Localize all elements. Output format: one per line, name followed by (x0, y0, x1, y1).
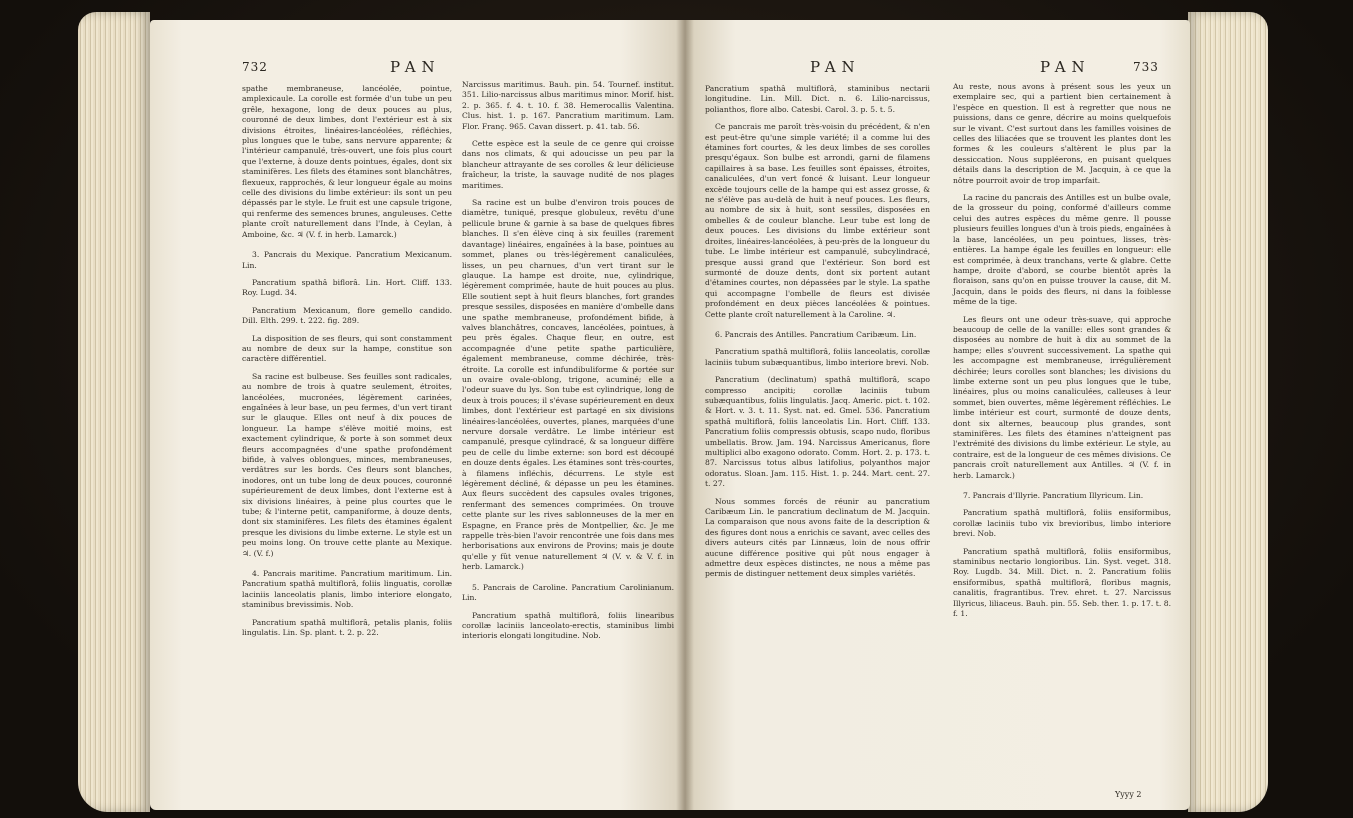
species-heading: 3. Pancrais du Mexique. Pancratium Mexicanum. Lin. (242, 250, 452, 270)
running-head: PAN (810, 58, 861, 76)
synonym: Pancratium spathâ multiflorâ, foliis ensiformibus, corollæ laciniis tubo vix brevioribus, limbo interiore brevi. Nob. (953, 508, 1171, 539)
page-number: 733 (1133, 60, 1159, 74)
running-head: PAN (390, 58, 441, 76)
synonym: Pancratium spathâ multiflorâ, foliis lanceolatis, corollæ laciniis tubum subæquantibus, limbo interiore brevi. Nob. (705, 347, 930, 367)
synonym: Pancratium spathâ biflorâ. Lin. Hort. Cliff. 133. Roy. Lugd. 34. (242, 277, 452, 298)
book-gutter (676, 20, 694, 810)
page-number: 732 (242, 60, 268, 74)
left-page (150, 20, 685, 810)
paragraph: La disposition de ses fleurs, qui sont constamment au nombre de deux sur la hampe, constitue son caractère différentiel. (242, 333, 452, 364)
paragraph: Cette espèce est la seule de ce genre qui croisse dans nos climats, & qui adoucisse un peu par la blancheur attrayante de ses corolles & leur délicieuse fraîcheur, la triste, la sauvage nudité de nos plages maritimes. (462, 139, 674, 190)
paragraph: Au reste, nous avons à présent sous les yeux un exemplaire sec, qui a partient bien certainement à l'espèce en question. Il est à regretter que nous ne puissions, dans ce genre, décrire au moins quelquefois sur le vivant. C'est surtout dans les familles voisines de celles des liliacées que se trouvent les plantes dont les formes & les couleurs s'altèrent le plus par la dessiccation. Nous suppléerons, en puisant quelques détails dans la description de M. Jacquin, à ce que la nôtre pourroit avoir de trop imparfait. (953, 82, 1171, 185)
species-heading: 6. Pancrais des Antilles. Pancratium Caribæum. Lin. (715, 329, 917, 339)
catchword: Yyyy 2 (1115, 790, 1142, 799)
paragraph: Les fleurs ont une odeur très-suave, qui approche beaucoup de celle de la vanille: elles sont grandes & disposées au nombre de huit à dix au sommet de la hampe; elles s'ouvrent successivement. La spathe qui les accompagne est membraneuse, irrégulièrement déchirée; leurs corolles sont blanches; les divisions du limbe externe sont un peu plus longues que le tube, linéaires, plus ou moins canaliculées, calleuses à leur sommet, bien ouvertes, même légèrement réfléchies. Le limbe intérieur est court, surmonté de douze dents, dont six alternes, beaucoup plus grandes, sont staminifères. Les filets des étamines n'atteignent pas l'extrémité des divisions du limbe extérieur. Le style, au contraire, est de la longueur de ces mêmes divisions. Ce pancrais croît naturellement aux Antilles. ♃ (V. f. in herb. Lamarck.) (953, 314, 1171, 480)
right-page-edges (1188, 12, 1268, 812)
left-column-1 (242, 84, 452, 646)
right-column-2 (953, 82, 1171, 627)
paragraph: spathe membraneuse, lancéolée, pointue, amplexicaule. La corolle est formée d'un tube un peu grêle, hexagone, long de deux pouces au plus, couronné de deux limbes, dont l'extérieur est à six divisions étroites, linéaires-lancéolées, réfléchies, plus longues que le tube, sans nervure apparente; & l'intérieur campanulé, très-ouvert, une fois plus court que l'externe, à douze dents pointues, égales, dont six staminifères. Les filets des étamines sont blanchâtres, flexueux, rapprochés, & leur longueur égale au moins celle des divisions du limbe extérieur: ils sont un peu dépassés par le style. Le fruit est une capsule trigone, qui renferme des semences brunes, anguleuses. Cette plante croît naturellement dans l'Inde, à Ceylan, à Amboine, &c. ♃ (V. f. in herb. Lamarck.) (242, 84, 452, 239)
right-column-1 (705, 84, 930, 587)
synonym: Narcissus maritimus. Bauh. pin. 54. Tournef. institut. 351. Lilio-narcissus albus maritimus minor. Morif. hist. 2. p. 365. f. 4. t. 10. f. 38. Hemerocallis Valentina. Clus. hist. 1. p. 167. Pancratium maritimum. Lam. Flor. Franç. 965. Cavan dissert. p. 41. tab. 56. (462, 80, 674, 131)
synonym: Pancratium spathâ multiflorâ, foliis ensiformibus, staminibus nectario longioribus. Lin. Syst. veget. 318. Roy. Lugdb. 34. Mill. Dict. n. 2. Pancratium foliis ensiformibus, spathâ multiflorâ, floribus magnis, canalitis, fragrantibus. Trev. ehret. t. 27. Narcissus Illyricus, liliaceus. Bauh. pin. 55. Seb. ther. 1. p. 17. t. 8. f. 1. (953, 546, 1171, 619)
left-column-2 (462, 80, 674, 649)
synonym: Pancratium (declinatum) spathâ multiflorâ, scapo compresso ancipiti; corollæ laciniis tubum subæquantibus, foliis lingulatis. Jacq. Americ. pict. t. 102. & Hort. v. 3. t. 11. Syst. nat. ed. Gmel. 536. Pancratium spathâ multiflorâ, foliis lanceolatis Lin. Hort. Cliff. 133. Pancratium foliis compressis obtusis, scapo nudo, floribus umbellatis. Brow. Jam. 194. Narcissus Americanus, flore multiplici albo exagono odorato. Comm. Hort. 2. p. 173. t. 87. Narcissus totus albus latifolius, polyanthos major odoratus. Sloan. Jam. 115. Hist. 1. p. 244. Mart. cent. 27. t. 27. (705, 375, 930, 489)
paragraph: Sa racine est bulbeuse. Ses feuilles sont radicales, au nombre de trois à quatre seulement, étroites, lancéolées, mucronées, légèrement carinées, engaînées à leur base, un peu fermes, d'un vert tirant sur le glauque. Elles ont neuf à dix pouces de longueur. La hampe s'élève moitié moins, est exactement cylindrique, & porte à son sommet deux fleurs accompagnées d'une spathe profondément bifide, à valves oblongues, minces, membraneuses, verdâtres sur les bords. Ces fleurs sont blanches, inodores, ont un tube long de deux pouces, couronné supérieurement de deux limbes, dont l'externe est à six divisions linéaires, à peine plus courtes que le tube; & l'interne petit, campaniforme, à douze dents, dont six staminifères. Les filets des étamines égalent presque les divisions du limbe externe. Le style est un peu moins long. On trouve cette plante au Mexique. ♃. (V. f.) (242, 371, 452, 558)
running-head: PAN (1040, 58, 1091, 76)
synonym: Pancratium spathâ multiflorâ, staminibus nectarii longitudine. Lin. Mill. Dict. n. 6. Lilio-narcissus, polianthos, flore albo. Catesbi. Carol. 3. p. 5. t. 5. (705, 84, 930, 114)
paragraph: Nous sommes forcés de réunir au pancratium Caribæum Lin. le pancratium declinatum de M. Jacquin. La comparaison que nous avons faite de la description & des figures dont nous a enrichis ce savant, avec celles des divers auteurs cités par Linnæus, loin de nous offrir aucune différence positive qui pût nous engager à admettre deux espèces distinctes, ne nous a même pas permis de distinguer nettement deux simples variétés. (705, 496, 930, 579)
synonym: Pancratium Mexicanum, flore gemello candido. Dill. Elth. 299. t. 222. fig. 289. (242, 305, 452, 326)
species-heading: 7. Pancrais d'Illyrie. Pancratium Illyricum. Lin. (963, 491, 1144, 501)
left-page-edges (78, 12, 150, 812)
paragraph: Ce pancrais me paroît très-voisin du précédent, & n'en est peut-être qu'une simple variété; il a comme lui des étamines fort courtes, & les deux limbes de ses corolles presqu'égaux. Son bulbe est arrondi, garni de filamens capillaires à sa base. Les feuilles sont épaisses, étroites, canaliculées, d'un vert foncé & luisant. Leur longueur excède toujours celle de la hampe qui est assez grosse, & ne s'élève pas au-delà de huit à neuf pouces. Les fleurs, au nombre de six à huit, sont sessiles, disposées en ombelles & de couleur blanche. Leur tube est long de deux pouces. Les divisions du limbe extérieur sont droites, linéaires-lancéolées, à peu-près de la longueur du tube. Le limbe intérieur est campanulé, subcylindracé, presque aussi grand que l'extérieur. Son bord est surmonté de douze dents, dont six portent autant d'étamines courtes, non dépassées par le style. La spathe qui accompagne l'ombelle de fleurs est divisée profondément en deux pièces lancéolées & pointues. Cette plante croît naturellement à la Caroline. ♃. (705, 122, 930, 319)
paragraph: Sa racine est un bulbe d'environ trois pouces de diamètre, tuniqué, presque globuleux, revêtu d'une pellicule brune & garnie à sa base de quelques fibres blanches. Il s'en élève cinq à six feuilles (rarement davantage) linéaires, engaînées à la base, pointues au sommet, planes ou très-légèrement canaliculées, lisses, un peu charnues, d'un vert tirant sur le glauque. La hampe est droite, nue, cylindrique, légèrement comprimée, haute de huit pouces au plus. Elle soutient sept à huit fleurs blanches, fort grandes presque sessiles, disposées en manière d'ombelle dans une spathe membraneuse, profondément bifide, à valves blanchâtres, concaves, lancéolées, pointues, à peu près égales. Chaque fleur, en outre, est accompagnée d'une petite spathe particulière, également membraneuse, comme déchirée, très-étroite. La corolle est infundibuliforme & portée sur un ovaire ovale-oblong, trigone, acuminé; elle a l'odeur suave du lys. Son tube est cylindrique, long de deux à trois pouces; il s'évase supérieurement en deux limbes, dont l'extérieur est partagé en six divisions linéaires-lancéolées, ouvertes, planes, marquées d'une nervure dorsale verdâtre. Le limbe intérieur est campanulé, presque cylindracé, & sa longueur diffère peu de celle du limbe externe: son bord est découpé en douze dents égales. Les étamines sont très-courtes, à filamens infléchis, décurrens. Le style est légèrement décliné, & dépasse un peu les étamines. Aux fleurs succèdent des capsules ovales trigones, renfermant des semences comprimées. On trouve cette plante sur les rives sablonneuses de la mer en Espagne, en France près de Montpellier, &c. Je me rappelle très-bien l'avoir rencontrée une fois dans mes herborisations aux environs de Provins; mais je doute qu'elle y fût venue naturellement ♃ (V. v. & V. f. in herb. Lamarck.) (462, 198, 674, 572)
synonym: Pancratium spathâ multiflorâ, petalis planis, foliis lingulatis. Lin. Sp. plant. t. 2. p. 22. (242, 617, 452, 638)
synonym: Pancratium spathâ multiflorâ, foliis linearibus corollæ laciniis lanceolato-erectis, staminibus limbi interioris elongati longitudine. Nob. (462, 610, 674, 641)
species-heading: 5. Pancrais de Caroline. Pancratium Carolinianum. Lin. (462, 582, 674, 603)
paragraph: La racine du pancrais des Antilles est un bulbe ovale, de la grosseur du poing, conformé d'ailleurs comme celui des autres espèces du même genre. Il pousse plusieurs feuilles longues d'un à trois pieds, engaînées à la base, lancéolées, un peu pointues, lisses, très-entières. La hampe égale les feuilles en longueur: elle est comprimée, à deux tranchans, verte & glabre. Cette hampe, droite d'abord, se courbe bientôt après la floraison, sans qu'on en puisse trouver la cause, dit M. Jacquin, dans le poids des fleurs, ni dans la foiblesse même de la tige. (953, 193, 1171, 307)
species-heading: 4. Pancrais maritime. Pancratium maritimum. Lin. Pancratium spathâ multiflorâ, foliis linguatis, corollæ laciniis lanceolatis planis, limbo interiore elongato, staminibus brevissimis. Nob. (242, 569, 452, 610)
right-page (685, 20, 1190, 810)
